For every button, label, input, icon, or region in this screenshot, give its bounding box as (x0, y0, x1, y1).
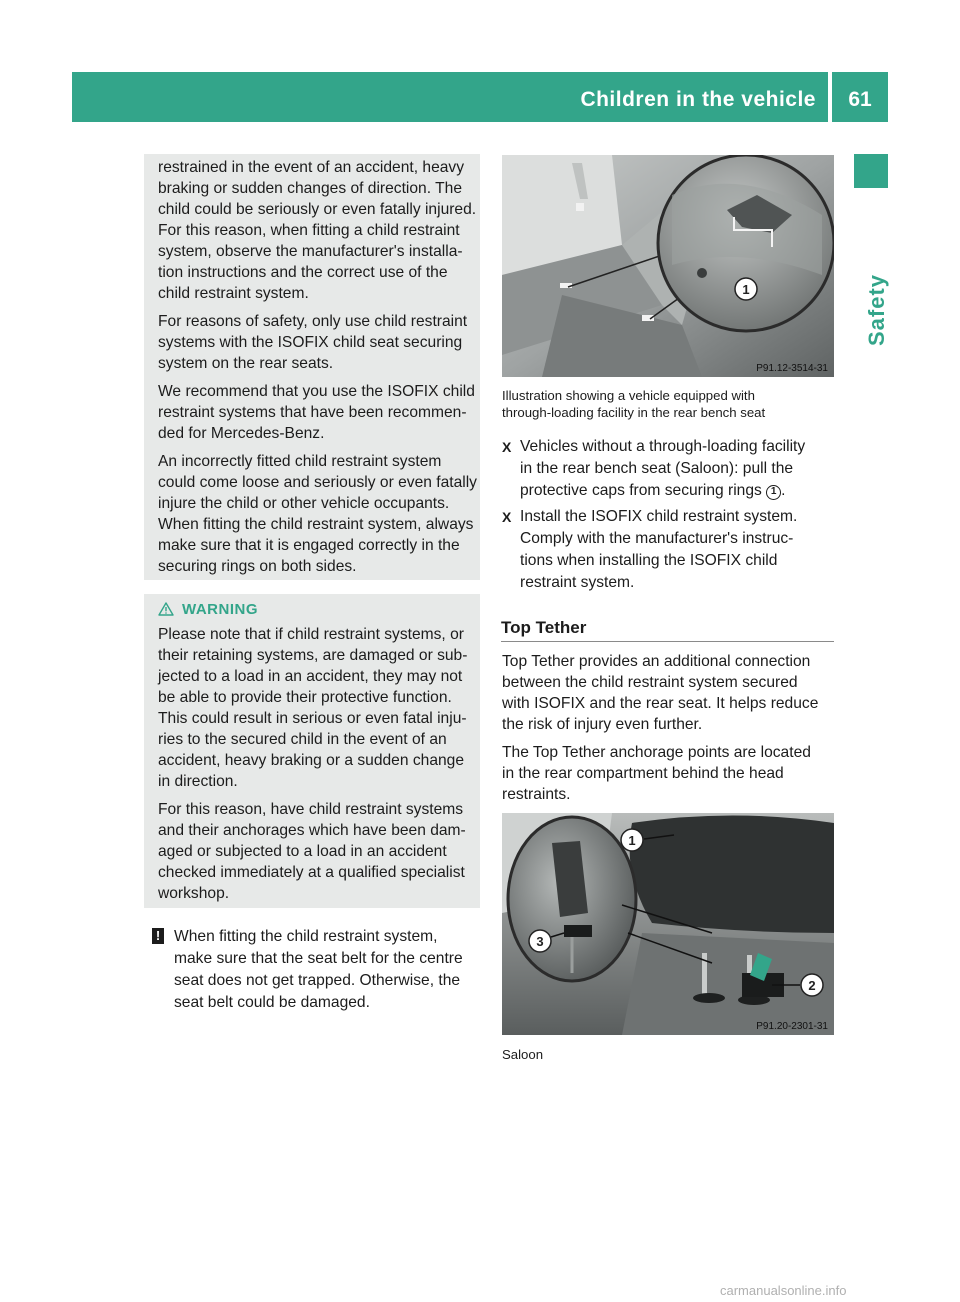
figure-caption: Saloon (502, 1047, 544, 1062)
text-line: braking or sudden changes of direction. The (158, 180, 462, 197)
isofix-rings-illustration (502, 155, 834, 377)
step-line: Vehicles without a through-loading facility (520, 438, 806, 455)
figure-code: P91.20-2301-31 (756, 1021, 828, 1032)
note-text (174, 926, 463, 1014)
text-line: When fitting the child restraint system, always (158, 516, 474, 533)
step-line: in the rear bench seat (Saloon): pull the (520, 460, 794, 477)
text-line: For this reason, when fitting a child restraint (158, 222, 460, 239)
text-line: make sure that the seat belt for the centre (174, 950, 463, 967)
warning-heading (158, 599, 258, 619)
text-line: checked immediately at a qualified specialist (158, 864, 465, 881)
text-line: jected to a load in an accident, they may not (158, 668, 463, 685)
text-line: ries to the secured child in the event of an (158, 731, 447, 748)
text-line: the risk of injury even further. (502, 716, 703, 733)
isofix-illustration-graphic (502, 155, 834, 377)
text-line: The Top Tether anchorage points are located (502, 744, 811, 761)
text-line: with ISOFIX and the rear seat. It helps reduce (502, 695, 819, 712)
text-line: accident, heavy braking or a sudden change (158, 752, 465, 769)
text-line: workshop. (158, 885, 230, 902)
text-line: Top Tether provides an additional connection (502, 653, 811, 670)
text-line: system, observe the manufacturer's installa- (158, 243, 463, 260)
text-line: We recommend that you use the ISOFIX child (158, 383, 475, 400)
top-tether-illustration-graphic (502, 813, 834, 1035)
text-line: seat does not get trapped. Otherwise, the (174, 972, 461, 989)
callout-ref-icon: 1 (766, 485, 781, 500)
callout-2-label: 2 (808, 978, 816, 993)
section-heading: Top Tether (501, 618, 587, 637)
figure-caption (502, 387, 765, 421)
step-text: . (781, 482, 786, 499)
section-tab (854, 196, 888, 346)
text-line: ded for Mercedes-Benz. (158, 425, 325, 442)
text-line: aged or subjected to a load in an accident (158, 843, 447, 860)
step-arrow-icon: X (502, 509, 512, 525)
text-line: restrained in the event of an accident, heavy (158, 159, 465, 176)
step-line (520, 480, 836, 502)
text-line: When fitting the child restraint system, (174, 928, 438, 945)
top-tether-text (502, 651, 818, 805)
text-line: restraint systems that have been recommen- (158, 404, 467, 421)
step-line: Comply with the manufacturer's instruc- (520, 530, 794, 547)
warning-label: WARNING (182, 600, 258, 618)
text-line: in direction. (158, 773, 238, 790)
text-line: could come loose and seriously or even fatally (158, 474, 477, 491)
text-line: Please note that if child restraint systems, or (158, 626, 464, 643)
text-line: For reasons of safety, only use child restraint (158, 313, 468, 330)
watermark: carmanualsonline.info (720, 1283, 847, 1298)
section-tab-label: Safety (864, 273, 889, 346)
figure-code: P91.12-3514-31 (756, 363, 828, 374)
text-line: their retaining systems, are damaged or sub- (158, 647, 468, 664)
caption-line: Illustration showing a vehicle equipped with (502, 388, 755, 403)
text-line: This could result in serious or even fatal inju- (158, 710, 467, 727)
warning-triangle-icon (158, 602, 174, 616)
page-title: Children in the vehicle (580, 88, 816, 111)
callout-3-label: 3 (536, 934, 544, 949)
text-line: seat belt could be damaged. (174, 994, 370, 1011)
text-line: securing rings on both sides. (158, 558, 357, 575)
section-tab-marker (854, 154, 888, 188)
top-tether-illustration (502, 813, 834, 1035)
text-line: and their anchorages which have been dam- (158, 822, 466, 839)
note-icon: ! (152, 928, 164, 944)
text-line: in the rear compartment behind the head (502, 765, 784, 782)
text-line: tion instructions and the correct use of the (158, 264, 448, 281)
text-line: For this reason, have child restraint systems (158, 801, 464, 818)
info-box-text (158, 157, 477, 577)
text-line: make sure that it is engaged correctly in the (158, 537, 460, 554)
page-number: 61 (848, 88, 872, 111)
text-line: between the child restraint system secured (502, 674, 798, 691)
step-text: protective caps from securing rings (520, 482, 767, 499)
step-line: tions when installing the ISOFIX child (520, 552, 778, 569)
text-line: An incorrectly fitted child restraint system (158, 453, 442, 470)
warning-text (158, 624, 467, 904)
callout-1-label: 1 (628, 833, 636, 848)
step-line: restraint system. (520, 574, 635, 591)
text-line: systems with the ISOFIX child seat securing (158, 334, 463, 351)
text-line: child restraint system. (158, 285, 309, 302)
step-line: Install the ISOFIX child restraint system. (520, 508, 798, 525)
text-line: restraints. (502, 786, 571, 803)
text-line: be able to provide their protective function. (158, 689, 452, 706)
caption-line: through-loading facility in the rear bench seat (502, 405, 766, 420)
step-arrow-icon: X (502, 439, 512, 455)
text-line: child could be seriously or even fatally injured. (158, 201, 477, 218)
text-line: system on the rear seats. (158, 355, 334, 372)
section-divider (501, 641, 834, 642)
text-line: injure the child or other vehicle occupants. (158, 495, 450, 512)
callout-1-label: 1 (742, 282, 750, 297)
